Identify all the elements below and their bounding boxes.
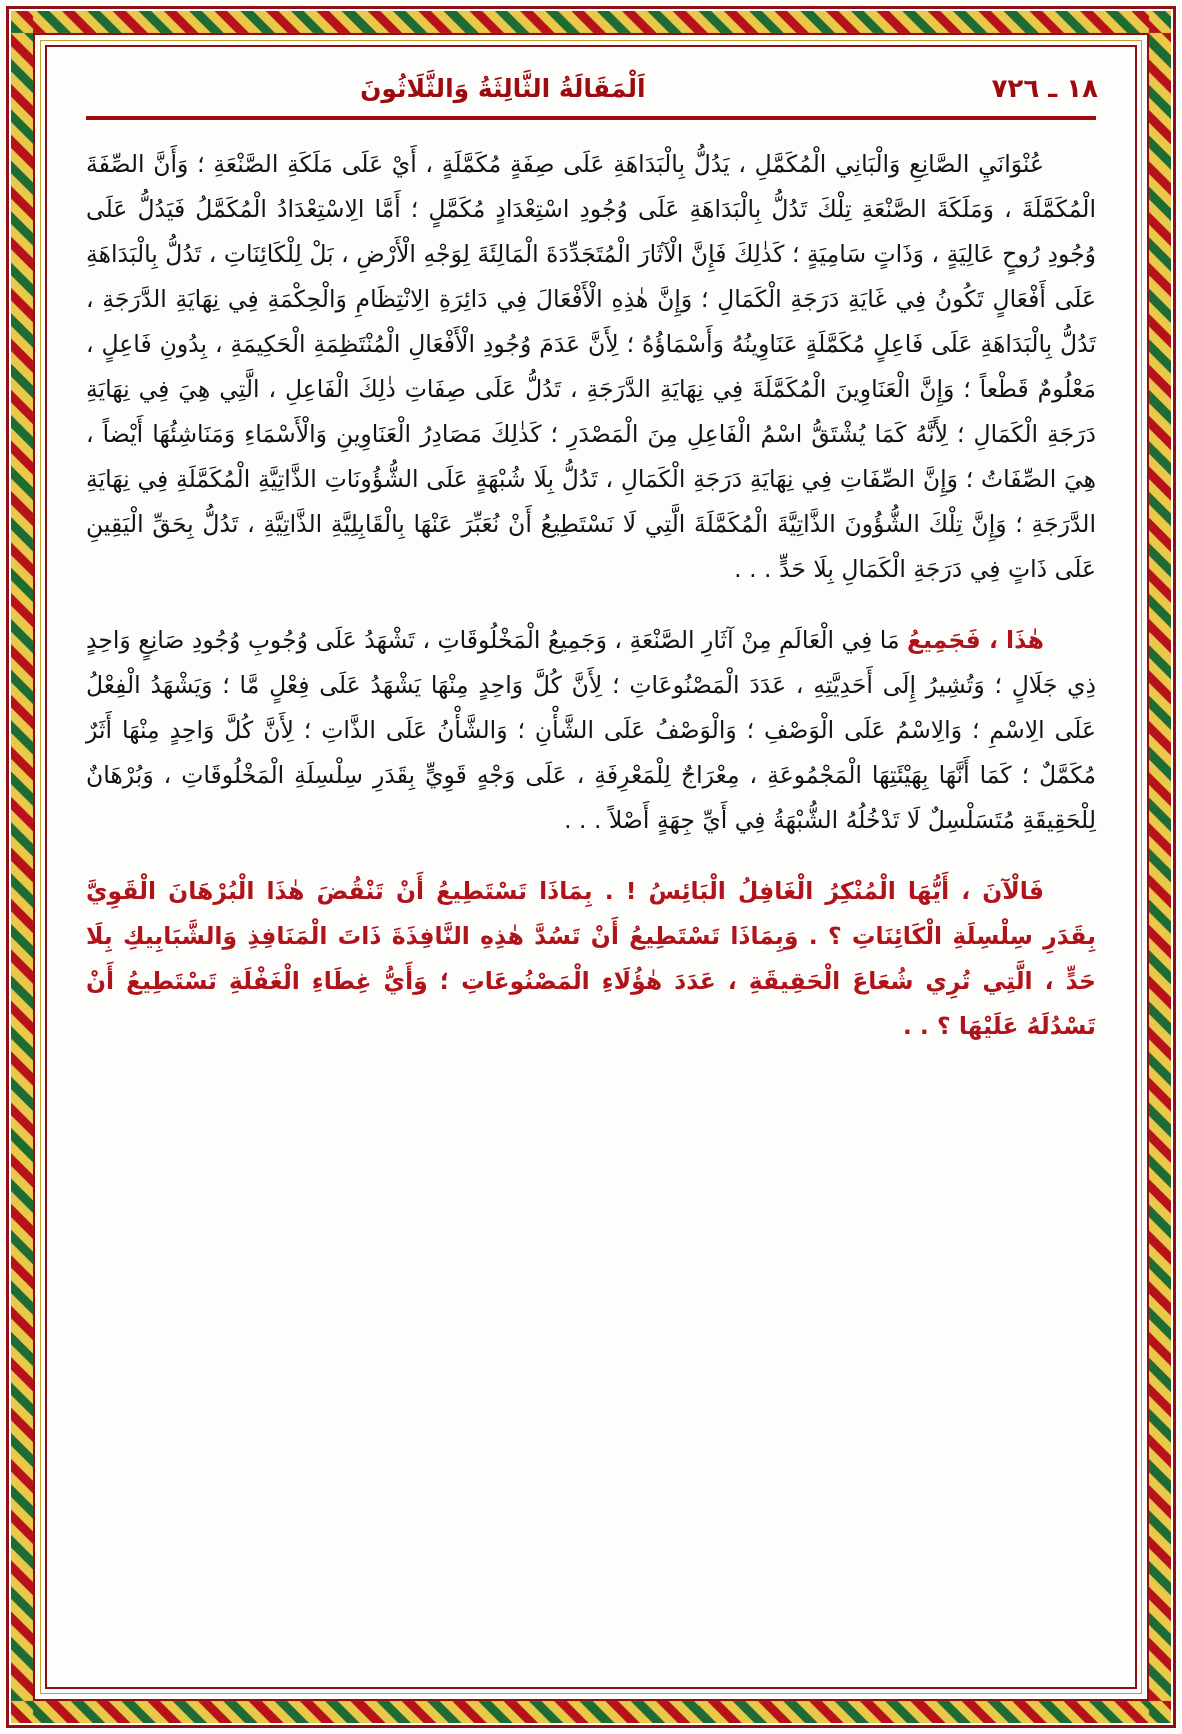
paragraph-2-text: مَا فِي الْعَالَمِ مِنْ آثَارِ الصَّنْعَةِ ، وَجَمِيعُ الْمَخْلُوقَاتِ ، تَشْهَدُ عَلَى وُجُوبِ وُجُودِ صَانِعٍ وَاحِدٍ ذِي جَلَالٍ ؛ وَتُشِيرُ إِلَى أَحَدِيَّتِهِ ، عَدَدَ الْمَصْنُوعَاتِ ؛ لِأَنَّ كُلَّ وَاحِدٍ مِنْهَا يَشْهَدُ عَلَى فِعْلٍ مَّا ؛ وَيَشْهَدُ الْفِعْلُ عَلَى الِاسْمِ ؛ وَالِاسْمُ عَلَى الْوَصْفِ ؛ وَالْوَصْفُ عَلَى الشَّأْنِ ؛ وَالشَّأْنُ عَلَى الذَّاتِ ؛ لِأَنَّ كُلَّ وَاحِدٍ مِنْهَا أَثَرٌ مُكَمَّلٌ ؛ كَمَا أَنَّهَا بِهَيْئَتِهَا الْمَجْمُوعَةِ ، مِعْرَاجٌ لِلْمَعْرِفَةِ ، عَلَى وَجْهٍ قَوِيٍّ بِقَدَرِ سِلْسِلَةِ الْمَخْلُوقَاتِ ، وَبُرْهَانٌ لِلْحَقِيقَةِ مُتَسَلْسِلٌ لَا تَدْخُلُهُ الشُّبْهَةُ فِي أَيِّ جِهَةٍ أَصْلاً . . . bbox=[86, 626, 1096, 834]
body-paragraph-1: عُنْوَانَيِ الصَّانِعِ وَالْبَانِي الْمُكَمَّلِ ، يَدُلُّ بِالْبَدَاهَةِ عَلَى صِفَةٍ مُكَمَّلَةٍ ، أَيْ عَلَى مَلَكَةِ الصَّنْعَةِ ؛ وَأَنَّ الصِّفَةَ الْمُكَمَّلَةَ ، وَمَلَكَةَ الصَّنْعَةِ تِلْكَ تَدُلُّ بِالْبَدَاهَةِ عَلَى وُجُودِ اسْتِعْدَادٍ مُكَمَّلٍ ؛ أَمَّا الِاسْتِعْدَادُ الْمُكَمَّلُ فَيَدُلُّ عَلَى وُجُودِ رُوحٍ عَالِيَةٍ ، وَذَاتٍ سَامِيَةٍ ؛ كَذٰلِكَ فَإِنَّ الْآثَارَ الْمُتَجَدِّدَةَ الْمَالِئَةَ لِوَجْهِ الْأَرْضِ ، بَلْ لِلْكَائِنَاتِ ، تَدُلُّ بِالْبَدَاهَةِ عَلَى أَفْعَالٍ تَكُونُ فِي غَايَةِ دَرَجَةِ الْكَمَالِ ؛ وَإِنَّ هٰذِهِ الْأَفْعَالَ فِي دَائِرَةِ الِانْتِظَامِ وَالْحِكْمَةِ فِي نِهَايَةِ الدَّرَجَةِ ، تَدُلُّ بِالْبَدَاهَةِ عَلَى فَاعِلٍ مُكَمَّلَةٍ عَنَاوِينُهُ وَأَسْمَاؤُهُ ؛ لِأَنَّ عَدَمَ وُجُودِ الْأَفْعَالِ الْمُنْتَظِمَةِ الْحَكِيمَةِ ، بِدُونِ فَاعِلٍ ، مَعْلُومٌ قَطْعاً ؛ وَإِنَّ الْعَنَاوِينَ الْمُكَمَّلَةَ فِي نِهَايَةِ الدَّرَجَةِ ، تَدُلُّ عَلَى صِفَاتِ ذٰلِكَ الْفَاعِلِ ، الَّتِي هِيَ فِي نِهَايَةِ دَرَجَةِ الْكَمَالِ ؛ لِأَنَّهُ كَمَا يُشْتَقُّ اسْمُ الْفَاعِلِ مِنَ الْمَصْدَرِ ؛ كَذٰلِكَ مَصَادِرُ الْعَنَاوِينِ وَالْأَسْمَاءِ وَمَنَاشِئُهَا أَيْضاً ، هِيَ الصِّفَاتُ ؛ وَإِنَّ الصِّفَاتِ فِي نِهَايَةِ دَرَجَةِ الْكَمَالِ ، تَدُلُّ بِلَا شُبْهَةٍ عَلَى الشُّؤُونَاتِ الذَّاتِيَّةِ الْمُكَمَّلَةِ فِي نِهَايَةِ الدَّرَجَةِ ؛ وَإِنَّ تِلْكَ الشُّؤُونَ الذَّاتِيَّةَ الْمُكَمَّلَةَ الَّتِي لَا نَسْتَطِيعُ أَنْ نُعَبِّرَ عَنْهَا بِالْقَابِلِيَّةِ الذَّاتِيَّةِ ، تَدُلُّ بِحَقِّ الْيَقِينِ عَلَى ذَاتٍ فِي دَرَجَةِ الْكَمَالِ بِلَا حَدٍّ . . . bbox=[86, 150, 1096, 583]
page-content bbox=[62, 60, 1120, 1678]
page-body bbox=[62, 120, 1120, 1049]
page-number: ١٨ ـ ٧٢٦ bbox=[991, 74, 1098, 104]
body-paragraph-3-highlight: فَالْآنَ ، أَيُّهَا الْمُنْكِرُ الْغَافِلُ الْبَائِسُ ! . بِمَاذَا تَسْتَطِيعُ أَنْ تَنْقُضَ هٰذَا الْبُرْهَانَ الْقَوِيَّ بِقَدَرِ سِلْسِلَةِ الْكَائِنَاتِ ؟ . وَبِمَاذَا تَسْتَطِيعُ أَنْ تَسُدَّ هٰذِهِ النَّافِذَةَ ذَاتَ الْمَنَافِذِ وَالشَّبَابِيكِ بِلَا حَدٍّ ، الَّتِي تُرِي شُعَاعَ الْحَقِيقَةِ ، عَدَدَ هٰؤُلَاءِ الْمَصْنُوعَاتِ ؛ وَأَيُّ غِطَاءِ الْغَفْلَةِ تَسْتَطِيعُ أَنْ تَسْدُلَهُ عَلَيْهَا ؟ . . bbox=[86, 877, 1096, 1040]
body-paragraph-2 bbox=[86, 618, 1096, 843]
page-header bbox=[62, 60, 1120, 104]
page-title: اَلْمَقَالَةُ الثَّالِثَةُ وَالثَّلَاثُونَ bbox=[360, 74, 646, 103]
paragraph-2-lead-phrase: هٰذَا ، فَجَمِيعُ bbox=[907, 626, 1044, 654]
